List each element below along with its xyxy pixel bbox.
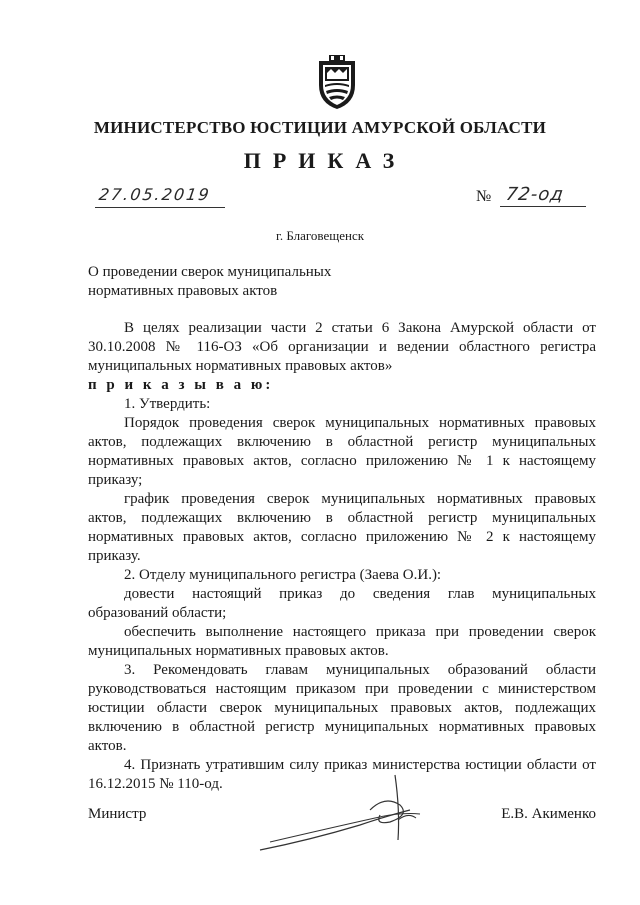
number-underline [500, 206, 586, 207]
signer-position: Министр [88, 806, 147, 822]
order-word: п р и к а з ы в а ю: [88, 377, 274, 393]
order-number-value: 72-од [504, 184, 566, 205]
clause-2b: обеспечить выполнение настоящего приказа при проведении сверок муниципальных нормативных правовых актов. [88, 624, 596, 659]
order-subject [88, 263, 331, 301]
order-body [88, 319, 596, 794]
clause-3: 3. Рекомендовать главам муниципальных образований области руководствоваться настоящим приказом при проведении с министерством юстиции области сверок муниципальных правовых актов, подлежащих включению в областной регистр муниципальных нормативных правовых актов. [88, 662, 596, 754]
subject-line-2: нормативных правовых актов [88, 283, 278, 299]
order-date [95, 185, 225, 209]
clause-4: 4. Признать утратившим силу приказ министерства юстиции области от 16.12.2015 № 110-од. [88, 757, 596, 792]
date-underline [95, 207, 225, 208]
document-type: ПРИКАЗ [243, 148, 407, 173]
order-date-value: 27.05.2019 [97, 185, 212, 204]
clause-1b: график проведения сверок муниципальных нормативных правовых актов, подлежащих включению в областной регистр муниципальных нормативных правовых актов, согласно приложению № 2 к настоящему приказу. [88, 491, 596, 564]
ministry-name: МИНИСТЕРСТВО ЮСТИЦИИ АМУРСКОЙ ОБЛАСТИ [93, 118, 547, 137]
number-sign: № [476, 188, 492, 205]
signature-icon [250, 770, 430, 860]
signer-name: Е.В. Акименко [501, 806, 596, 822]
clause-2a: довести настоящий приказ до сведения глав муниципальных образований области; [88, 586, 596, 621]
preamble: В целях реализации части 2 статьи 6 Закона Амурской области от 30.10.2008 № 116-ОЗ «Об организации и ведении областного регистра муниципальных нормативных правовых актов» [88, 320, 596, 374]
order-number [476, 184, 586, 224]
coat-of-arms-icon [315, 55, 359, 111]
clause-2: 2. Отделу муниципального регистра (Заева О.И.): [124, 567, 442, 583]
clause-1: 1. Утвердить: [124, 396, 211, 412]
subject-line-1: О проведении сверок муниципальных [88, 264, 332, 280]
city: г. Благовещенск [275, 228, 365, 243]
clause-1a: Порядок проведения сверок муниципальных нормативных правовых актов, подлежащих включению в областной регистр муниципальных нормативных правовых актов, согласно приложению № 1 к настоящему приказу; [88, 415, 596, 488]
